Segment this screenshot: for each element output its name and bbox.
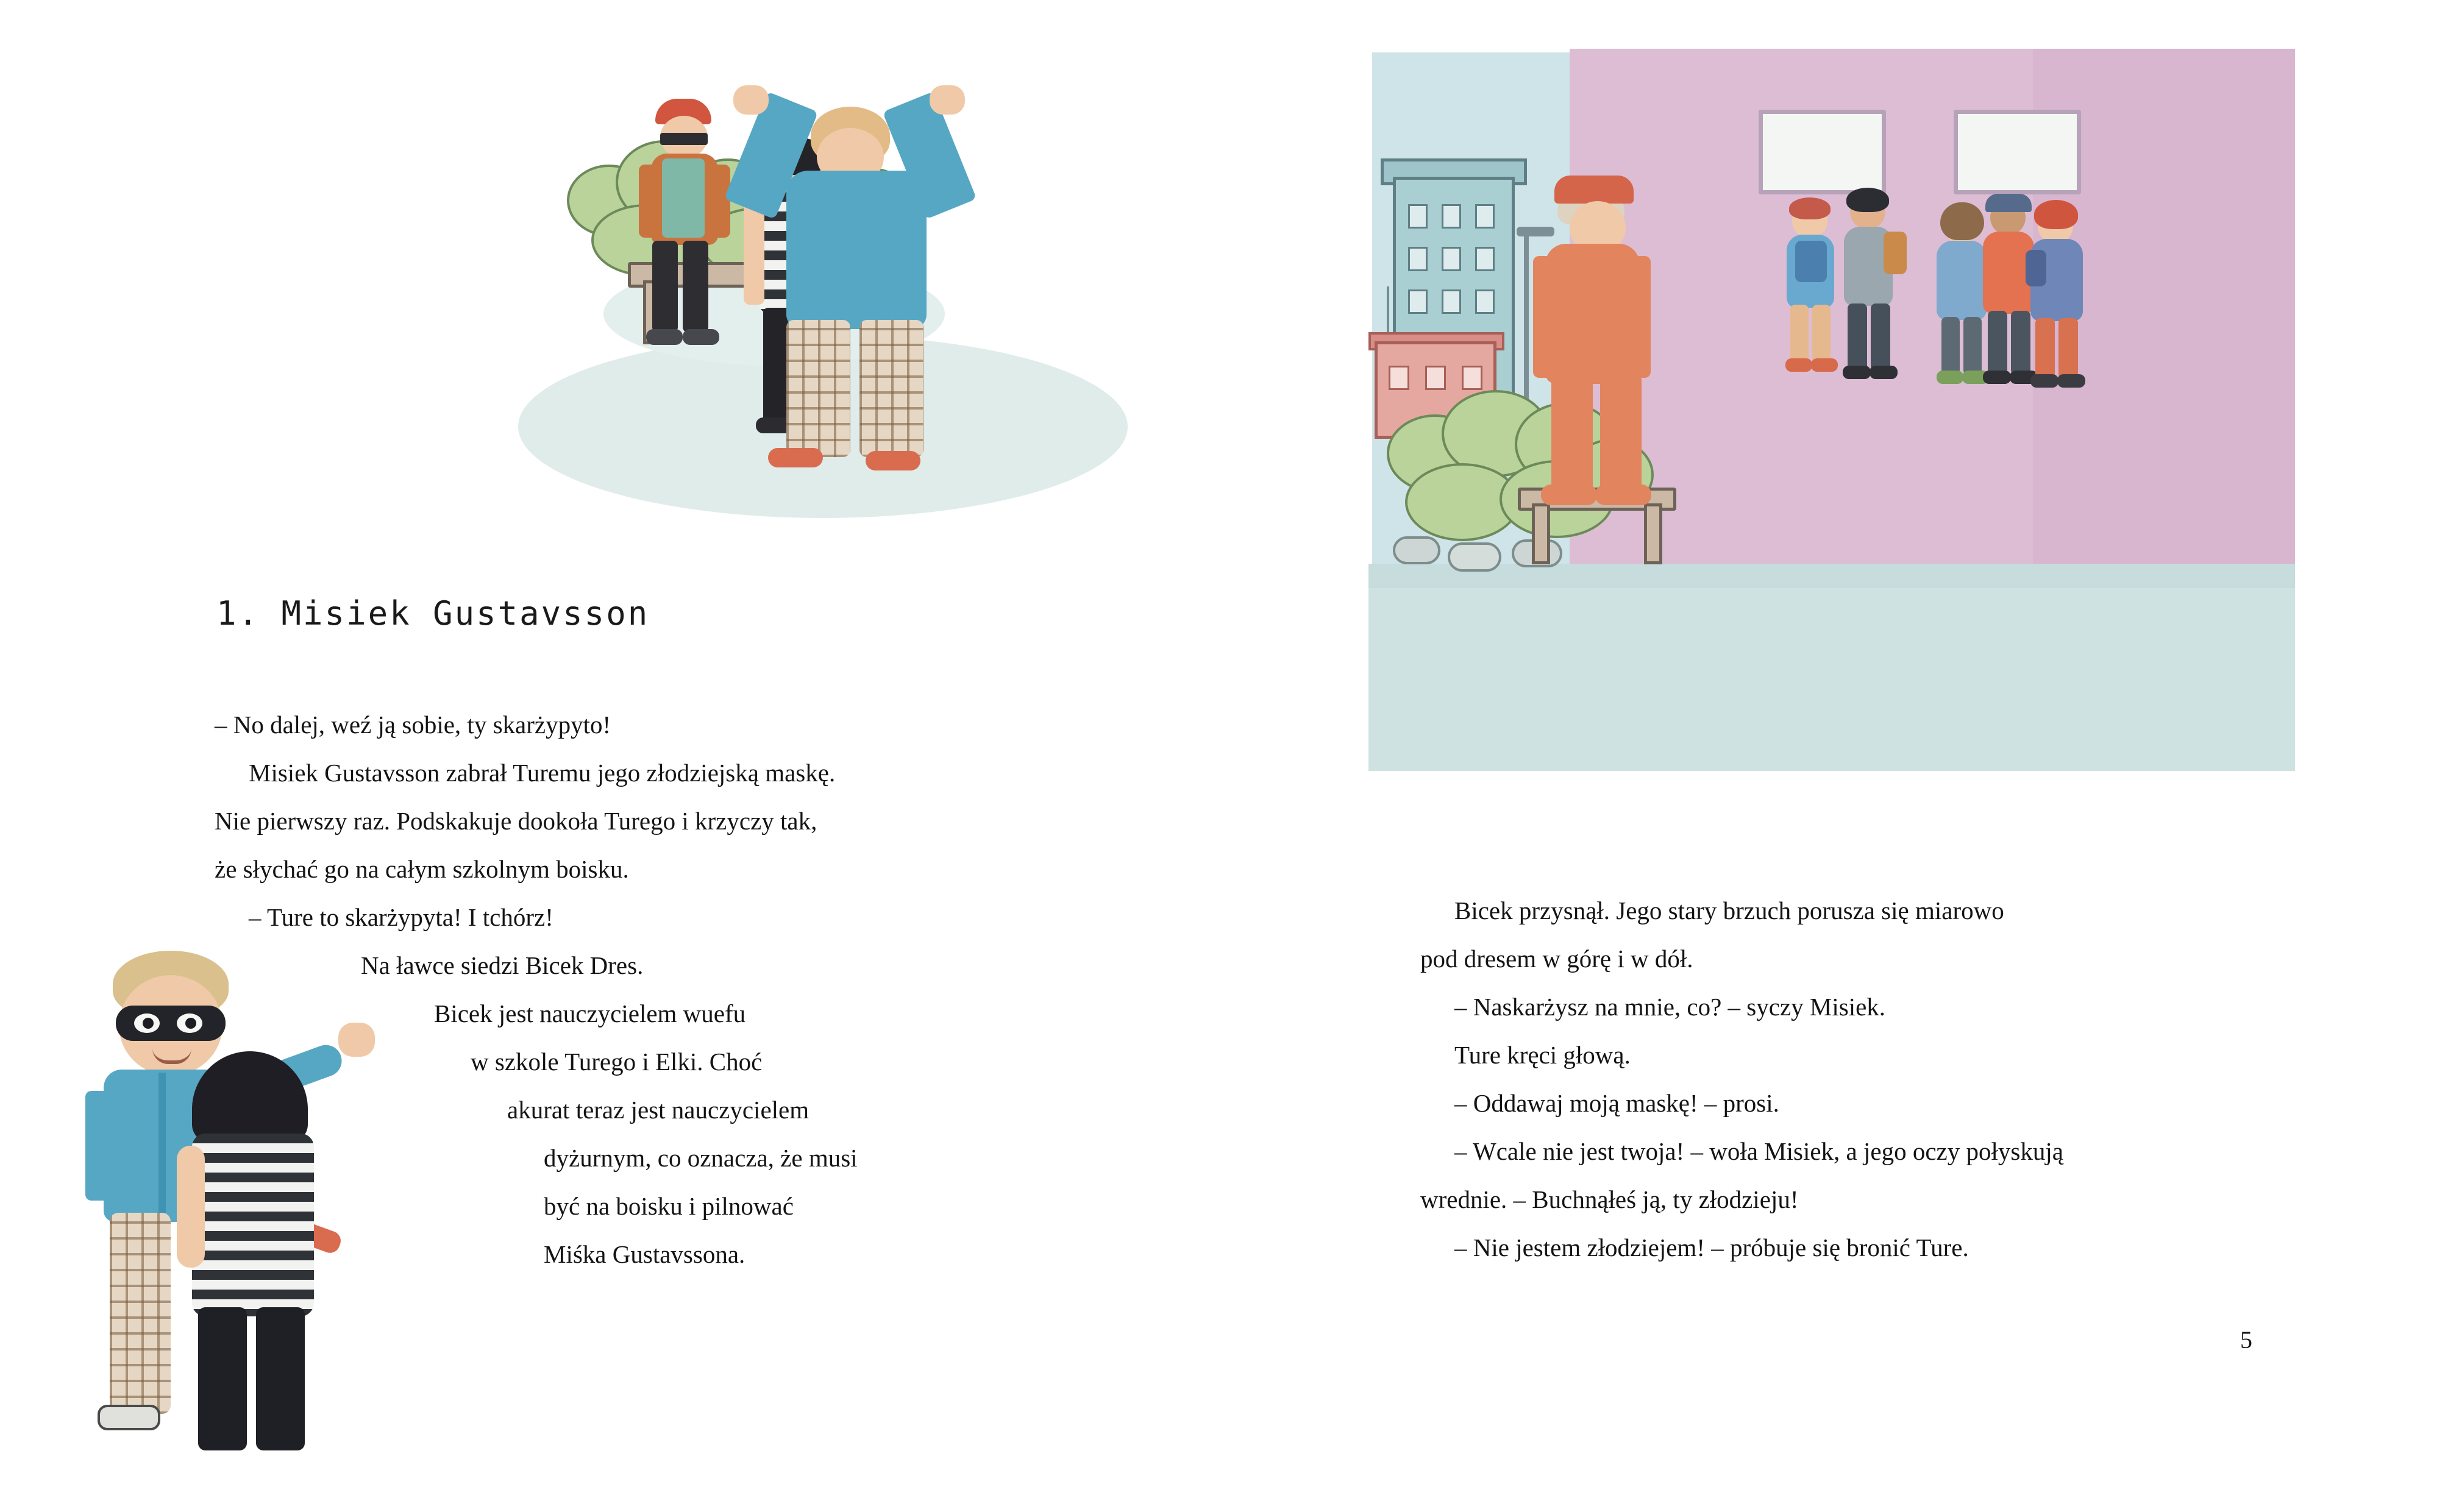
page-number: 5: [2240, 1326, 2252, 1354]
chapter-title: 1. Misiek Gustavsson: [216, 594, 650, 633]
right-page-body-text: [1420, 887, 2322, 1272]
paragraph: – Naskarżysz na mnie, co? – syczy Misiek.: [1454, 993, 1886, 1021]
illustration-bottom-left-two-boys: [85, 951, 512, 1450]
paragraph: dyżurnym, co oznacza, że musi: [544, 1144, 858, 1172]
paragraph: pod dresem w górę i w dół.: [1420, 945, 1693, 973]
paragraph: – Nie jestem złodziejem! – próbuje się bronić Ture.: [1454, 1233, 1969, 1262]
paragraph: – Ture to skarżypyta! I tchórz!: [249, 903, 553, 931]
paragraph: Na ławce siedzi Bicek Dres.: [361, 951, 644, 979]
paragraph: Bicek jest nauczycielem wuefu: [434, 999, 746, 1028]
paragraph: wrednie. – Buchnąłeś ją, ty złodzieju!: [1420, 1185, 1799, 1213]
paragraph: – No dalej, weź ją sobie, ty skarżypyto!: [215, 711, 611, 739]
paragraph: Nie pierwszy raz. Podskakuje dookoła Turego i krzyczy tak,: [215, 807, 817, 835]
paragraph: być na boisku i pilnować: [544, 1192, 794, 1220]
wall-window-left: [1759, 110, 1886, 194]
paragraph: że słychać go na całym szkolnym boisku.: [215, 855, 629, 883]
illustration-top-left-bench-scene: [500, 79, 1176, 542]
wall-window-right: [1954, 110, 2081, 194]
illustration-right-schoolyard: [1368, 49, 2295, 771]
paragraph: Miśka Gustavssona.: [544, 1240, 745, 1268]
paragraph: – Oddawaj moją maskę! – prosi.: [1454, 1089, 1779, 1117]
paragraph: w szkole Turego i Elki. Choć: [471, 1048, 763, 1076]
paragraph: akurat teraz jest nauczycielem: [507, 1096, 809, 1124]
paragraph: – Wcale nie jest twoja! – woła Misiek, a jego oczy połyskują: [1454, 1137, 2063, 1165]
paragraph: Ture kręci głową.: [1454, 1041, 1631, 1069]
paragraph: Bicek przysnął. Jego stary brzuch porusza się miarowo: [1454, 896, 2004, 925]
paragraph: Misiek Gustavsson zabrał Turemu jego złodziejską maskę.: [249, 759, 836, 787]
